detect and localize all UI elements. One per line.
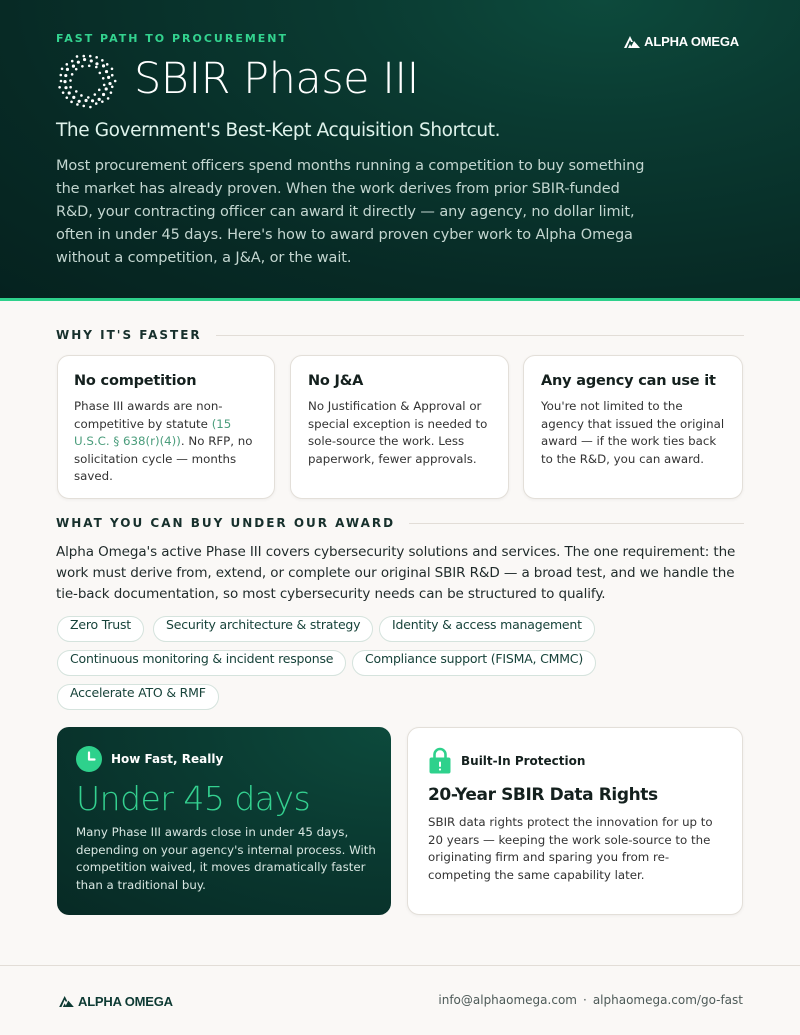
benefit-card-body — [74, 398, 258, 486]
starburst-dot — [72, 65, 75, 68]
starburst-dot — [61, 68, 64, 71]
benefit-card-title: Any agency can use it — [541, 373, 716, 389]
starburst-dot — [99, 72, 102, 75]
sbir-starburst-icon — [56, 52, 118, 110]
starburst-dot — [78, 100, 81, 103]
starburst-dot — [83, 58, 86, 61]
starburst-dot — [62, 91, 65, 94]
lock-icon — [428, 747, 452, 774]
starburst-dot — [75, 68, 78, 71]
starburst-dot — [110, 91, 113, 94]
benefit-card-any-agency — [523, 355, 743, 499]
benefit-card-no-ja — [290, 355, 509, 499]
hero-eyebrow: FAST PATH TO PROCUREMENT — [56, 32, 288, 45]
hero-intro: Most procurement officers spend months running a competition to buy something the market has already proven. When the work derives from prior SBIR-funded R&D, your contracting officer can award it directly — any agency, no dollar limit, often in under 45 days. Here's how to award proven cyber work to Alpha Omega without a competition, a J&A, or the wait. — [56, 158, 645, 266]
brand-logo[interactable] — [624, 34, 739, 49]
starburst-dot — [105, 70, 108, 73]
starburst-dot — [101, 59, 104, 62]
buy-description: Alpha Omega's active Phase III covers cybersecurity solutions and services. The one requirement: the work must derive from, extend, or complete our original SBIR R&D — a broad test, and we handle the tie-back documentation, so most cybersecurity needs can be structured to qualify. — [56, 544, 736, 602]
alpha-omega-mark-icon — [624, 36, 640, 48]
starburst-dot — [114, 80, 117, 83]
starburst-dot — [102, 77, 105, 80]
starburst-dot — [58, 86, 61, 89]
starburst-dot — [94, 93, 97, 96]
starburst-dot — [88, 65, 91, 68]
starburst-dot — [102, 93, 105, 96]
why-heading: WHY IT'S FASTER — [56, 328, 202, 342]
benefit-card-no-competition — [57, 355, 275, 499]
statute-citation: (15 U.S.C. § 638(r)(4)) — [74, 416, 232, 448]
starburst-dot — [106, 63, 109, 66]
data-rights-label: Built-In Protection — [461, 753, 586, 768]
starburst-dot — [81, 65, 84, 68]
starburst-dot — [65, 63, 68, 66]
footer-url-link[interactable]: alphaomega.com/go-fast — [592, 993, 743, 1007]
clock-icon — [76, 746, 102, 772]
buy-heading: WHAT YOU CAN BUY UNDER OUR AWARD — [56, 516, 396, 530]
starburst-dot — [60, 80, 63, 83]
starburst-dot — [111, 68, 114, 71]
footer-divider — [0, 965, 800, 966]
starburst-dot — [107, 97, 110, 100]
benefit-card-title: No competition — [74, 373, 197, 389]
hero-accent-divider — [0, 298, 800, 301]
starburst-dot — [98, 89, 101, 92]
starburst-dot — [84, 99, 87, 102]
chip-identity-access: Identity & access management — [379, 616, 595, 642]
starburst-dot — [95, 66, 98, 69]
starburst-dot — [105, 87, 108, 90]
starburst-dot — [65, 96, 68, 99]
starburst-dot — [102, 64, 105, 67]
data-rights-headline: 20-Year SBIR Data Rights — [428, 785, 658, 805]
benefit-card-body: No Justification & Approval or special exception is needed to sole-source the work. Less paperwork, fewer approvals. — [308, 399, 488, 466]
brand-logo-text: ALPHA OMEGA — [644, 34, 739, 49]
how-fast-panel — [57, 727, 391, 915]
chip-security-architecture: Security architecture & strategy — [153, 616, 373, 642]
buy-section-heading — [56, 516, 744, 530]
starburst-dot — [90, 59, 93, 62]
how-fast-headline: Under 45 days — [76, 779, 311, 818]
starburst-dot — [108, 82, 111, 85]
footer-logo-text: ALPHA OMEGA — [78, 994, 173, 1009]
starburst-dot — [82, 55, 85, 58]
starburst-dot — [75, 90, 78, 93]
hero-tagline: The Government's Best-Kept Acquisition Shortcut. — [56, 120, 501, 141]
starburst-dot — [71, 60, 74, 63]
chip-accelerate-ato: Accelerate ATO & RMF — [57, 684, 219, 710]
starburst-dot — [87, 96, 90, 99]
benefit-card-body-text: Phase III awards are non-competitive by statute — [74, 399, 223, 431]
starburst-dot — [76, 55, 79, 58]
starburst-dot — [95, 56, 98, 59]
data-rights-body: SBIR data rights protect the innovation for up to 20 years — keeping the work sole-source to the originating firm and sparing you from re-competing the same capability later. — [428, 815, 713, 882]
why-section-heading — [56, 328, 744, 342]
section-rule — [409, 523, 744, 524]
starburst-dot — [64, 86, 67, 89]
starburst-dot — [64, 74, 67, 77]
starburst-dot — [95, 62, 98, 65]
how-fast-body: Many Phase III awards close in under 45 days, depending on your agency's internal process. With competition waived, it moves dramatically faster than a traditional buy. — [76, 825, 376, 892]
page-title: SBIR Phase III — [134, 54, 419, 104]
how-fast-label: How Fast, Really — [111, 752, 224, 766]
starburst-dot — [107, 76, 110, 79]
starburst-dot — [82, 105, 85, 108]
data-rights-panel — [407, 727, 743, 915]
starburst-dot — [76, 103, 79, 106]
starburst-dot — [95, 102, 98, 105]
starburst-dot — [66, 68, 69, 71]
starburst-dot — [77, 61, 80, 64]
benefit-card-body-text-end: . No RFP, no solicitation cycle — months saved. — [74, 434, 253, 483]
footer-separator: · — [582, 993, 587, 1007]
starburst-dot — [69, 86, 72, 89]
starburst-dot — [111, 74, 114, 77]
benefit-card-title: No J&A — [308, 373, 364, 389]
starburst-dot — [63, 80, 66, 83]
footer-email-link[interactable]: info@alphaomega.com — [438, 993, 577, 1007]
starburst-dot — [71, 73, 74, 76]
benefit-card-body: You're not limited to the agency that issued the original award — if the work ties back to the R&D, you can award. — [541, 399, 725, 466]
chip-continuous-monitoring: Continuous monitoring & incident response — [57, 650, 346, 676]
starburst-dot — [80, 94, 83, 97]
starburst-dot — [91, 99, 94, 102]
alpha-omega-mark-icon — [59, 996, 74, 1007]
starburst-dot — [89, 106, 92, 109]
starburst-dot — [68, 91, 71, 94]
footer-contact — [438, 993, 743, 1007]
chip-compliance-support: Compliance support (FISMA, CMMC) — [352, 650, 596, 676]
starburst-dot — [69, 79, 72, 82]
starburst-dot — [111, 85, 114, 88]
starburst-dot — [101, 100, 104, 103]
starburst-dot — [89, 55, 92, 58]
section-rule — [216, 335, 744, 336]
footer-brand-logo[interactable] — [59, 994, 173, 1009]
starburst-dot — [70, 101, 73, 104]
hero-banner — [0, 0, 800, 298]
starburst-dot — [103, 84, 106, 87]
starburst-dot — [72, 96, 75, 99]
starburst-dot — [98, 98, 101, 101]
starburst-dot — [59, 74, 62, 77]
chip-zero-trust: Zero Trust — [57, 616, 144, 642]
